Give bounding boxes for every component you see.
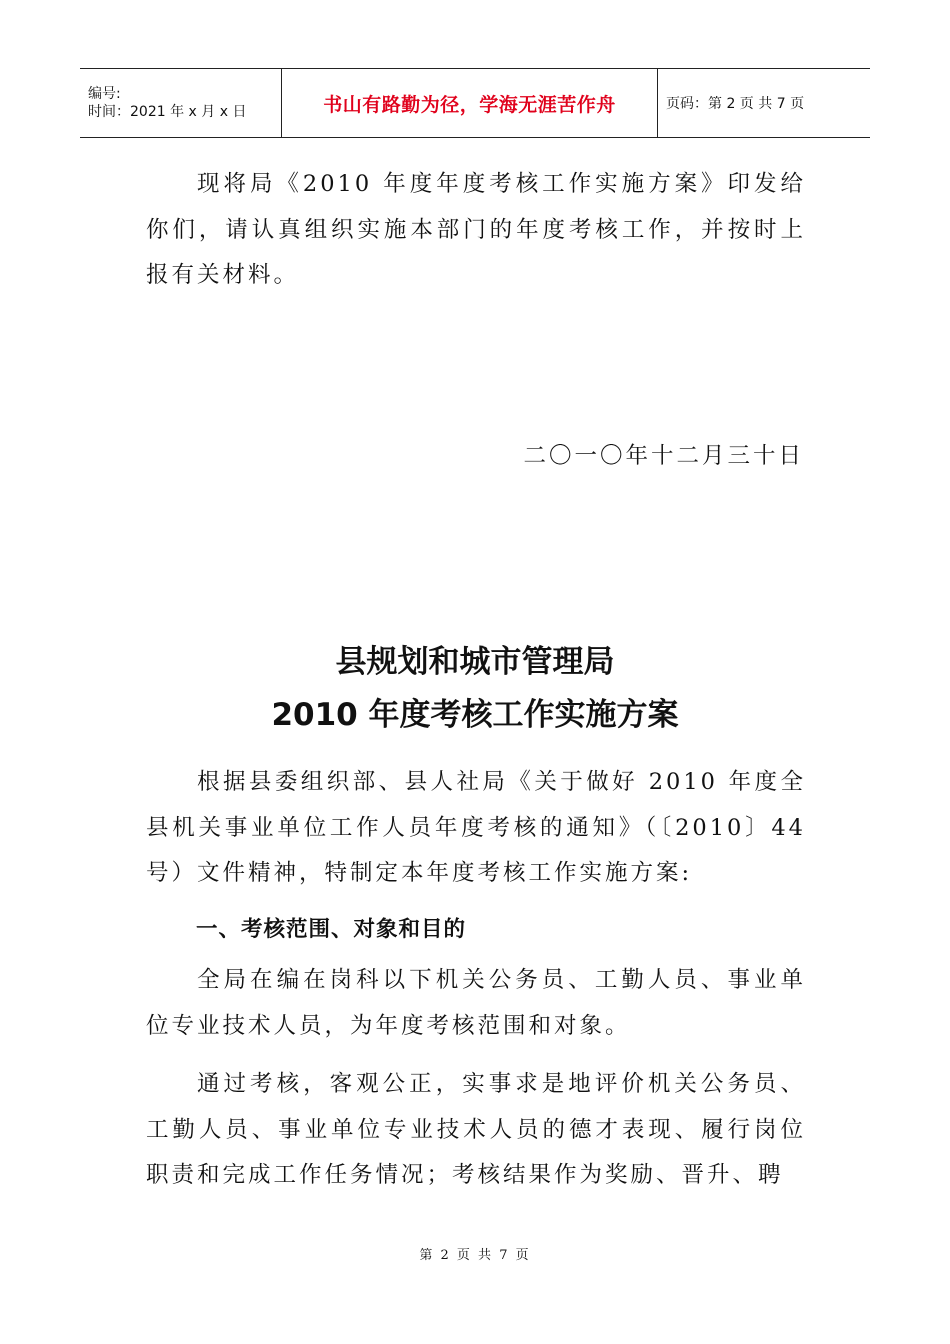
issue-date: 二〇一〇年十二月三十日: [523, 443, 804, 469]
document-title-line2: 2010 年度考核工作实施方案: [271, 697, 679, 733]
document-title-line1: 县规划和城市管理局: [335, 644, 615, 680]
body-paragraph-2: 全局在编在岗科以下机关公务员、工勤人员、事业单位专业技术人员，为年度考核范围和对象。: [146, 967, 806, 1039]
section-heading-1: 一、考核范围、对象和目的: [196, 917, 467, 942]
document-header: [80, 68, 870, 138]
header-time-label: 时间：2021 年 x 月 x 日: [88, 104, 247, 120]
header-motto: 书山有路勤为径，学海无涯苦作舟: [282, 69, 658, 137]
page-footer: 第 2 页 共 7 页: [419, 1248, 531, 1263]
body-paragraph-1: 根据县委组织部、县人社局《关于做好 2010 年度全县机关事业单位工作人员年度考核的通知》（〔2010〕44 号）文件精神，特制定本年度考核工作实施方案:: [146, 769, 806, 886]
header-number-label: 编号:: [88, 86, 121, 102]
header-page-info: 页码：第 2 页 共 7 页: [666, 96, 805, 112]
body-paragraph-3: 通过考核，客观公正，实事求是地评价机关公务员、工勤人员、事业单位专业技术人员的德才表现、履行岗位职责和完成工作任务情况；考核结果作为奖励、晋升、聘: [146, 1071, 806, 1188]
header-meta-cell: [80, 69, 282, 137]
intro-paragraph: 现将局《2010 年度年度考核工作实施方案》印发给你们，请认真组织实施本部门的年度考核工作，并按时上报有关材料。: [146, 171, 806, 288]
